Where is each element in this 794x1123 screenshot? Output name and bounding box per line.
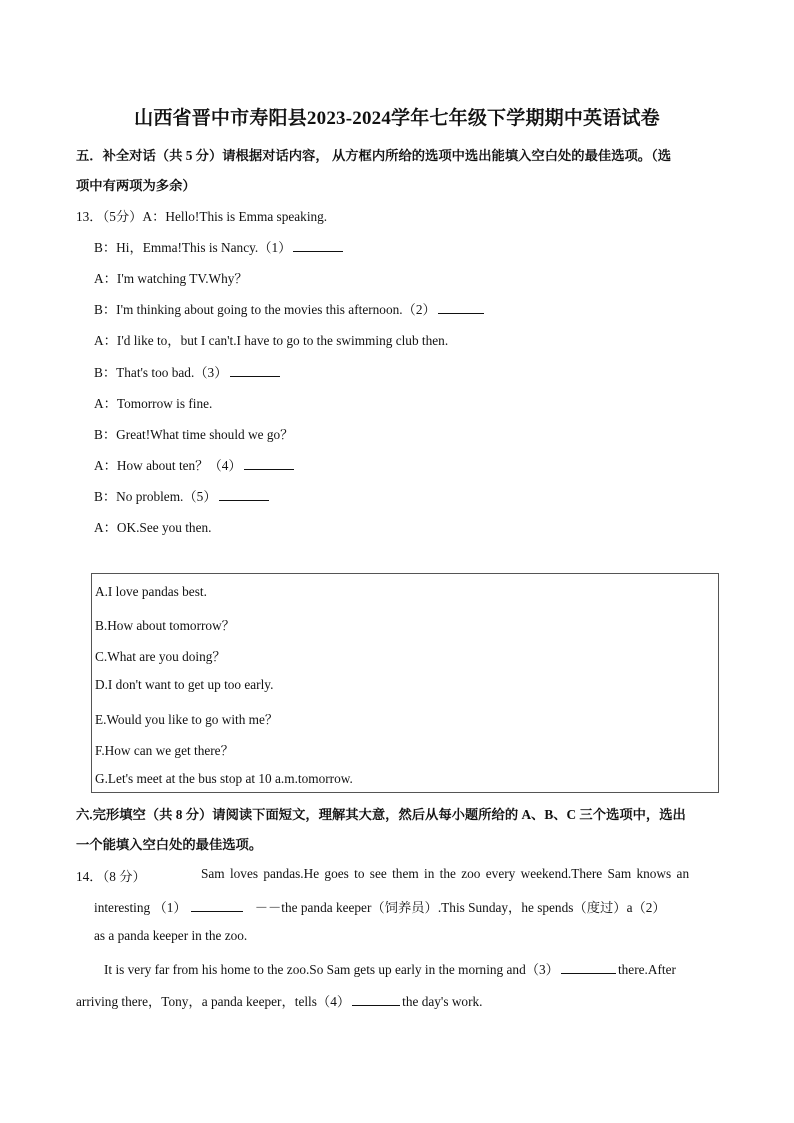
passage-line-2a: interesting （1） xyxy=(94,900,187,915)
dialogue-line-10: B：No problem.（5） xyxy=(94,489,217,504)
passage-line-4a: It is very far from his home to the zoo.So Sam gets up early in the morning and（3） xyxy=(104,962,559,977)
option-e: E.Would you like to go with me？ xyxy=(95,712,279,727)
answer-blank-1[interactable] xyxy=(293,239,343,252)
cloze-blank-3[interactable] xyxy=(561,961,616,974)
dialogue-line-4-row xyxy=(94,299,484,318)
dialogue-line-1: A：Hello!This is Emma speaking. xyxy=(142,209,328,224)
passage-line-4b: there.After xyxy=(617,962,676,977)
section-6-heading-cont: 一个能填入空白处的最佳选项。 xyxy=(76,837,263,852)
answer-blank-5[interactable] xyxy=(219,488,269,501)
question-13-line xyxy=(76,206,327,225)
dialogue-line-4: B：I'm thinking about going to the movies this afternoon.（2） xyxy=(94,302,436,317)
passage-line-5b: the day's work. xyxy=(402,994,483,1009)
answer-blank-3[interactable] xyxy=(230,364,280,377)
question-14-label: 14．（8 分） xyxy=(76,869,146,884)
option-b: B.How about tomorrow？ xyxy=(95,618,235,633)
dialogue-line-2-row xyxy=(94,237,343,256)
passage-line-1: Sam loves pandas.He goes to see them in the zoo every weekend.There Sam knows an xyxy=(201,866,690,881)
option-f: F.How can we get there？ xyxy=(95,743,234,758)
option-d: D.I don't want to get up too early. xyxy=(95,677,274,692)
option-c: C.What are you doing？ xyxy=(95,649,226,664)
section-6-heading: 六.完形填空（共 8 分）请阅读下面短文，理解其大意，然后从每小题所给的 A、B、C 三个选项中，选出 xyxy=(76,807,686,822)
section-5-heading: 五．补全对话（共 5 分）请根据对话内容， 从方框内所给的选项中选出能填入空白处的最佳选项。（选 xyxy=(76,148,672,163)
dialogue-line-10-row xyxy=(94,486,269,505)
dialogue-line-2: B：Hi，Emma!This is Nancy.（1） xyxy=(94,240,292,255)
section-5-heading-cont: 项中有两项为多余） xyxy=(76,178,196,193)
passage-line-2b: －－the panda keeper（饲养员）.This Sunday，he spends（度过）a（2） xyxy=(254,900,666,915)
passage-line-3: as a panda keeper in the zoo. xyxy=(94,928,248,943)
passage-line-4-row xyxy=(104,959,676,978)
dialogue-line-5: A：I'd like to，but I can't.I have to go to the swimming club then. xyxy=(94,333,449,348)
options-box xyxy=(91,573,719,793)
dialogue-line-9: A：How about ten？（4） xyxy=(94,458,242,473)
dialogue-line-6: B：That's too bad.（3） xyxy=(94,365,228,380)
option-a: A.I love pandas best. xyxy=(95,584,207,599)
passage-line-5-row xyxy=(76,991,482,1010)
dialogue-line-8: B：Great!What time should we go？ xyxy=(94,427,294,442)
passage-line-5a: arriving there，Tony，a panda keeper，tells（4） xyxy=(76,994,351,1009)
dialogue-line-7: A：Tomorrow is fine. xyxy=(94,396,213,411)
dialogue-line-6-row xyxy=(94,362,280,381)
passage-line-2-row xyxy=(94,897,666,916)
page-title: 山西省晋中市寿阳县2023-2024学年七年级下学期期中英语试卷 xyxy=(134,108,660,129)
option-g: G.Let's meet at the bus stop at 10 a.m.tomorrow. xyxy=(95,771,353,786)
answer-blank-2[interactable] xyxy=(438,301,484,314)
answer-blank-4[interactable] xyxy=(244,457,294,470)
dialogue-line-3: A：I'm watching TV.Why？ xyxy=(94,271,248,286)
dialogue-line-9-row xyxy=(94,455,294,474)
question-13-label: 13．（5分） xyxy=(76,209,143,224)
dialogue-line-11: A：OK.See you then. xyxy=(94,520,212,535)
cloze-blank-1[interactable] xyxy=(191,899,243,912)
cloze-blank-4[interactable] xyxy=(352,993,400,1006)
